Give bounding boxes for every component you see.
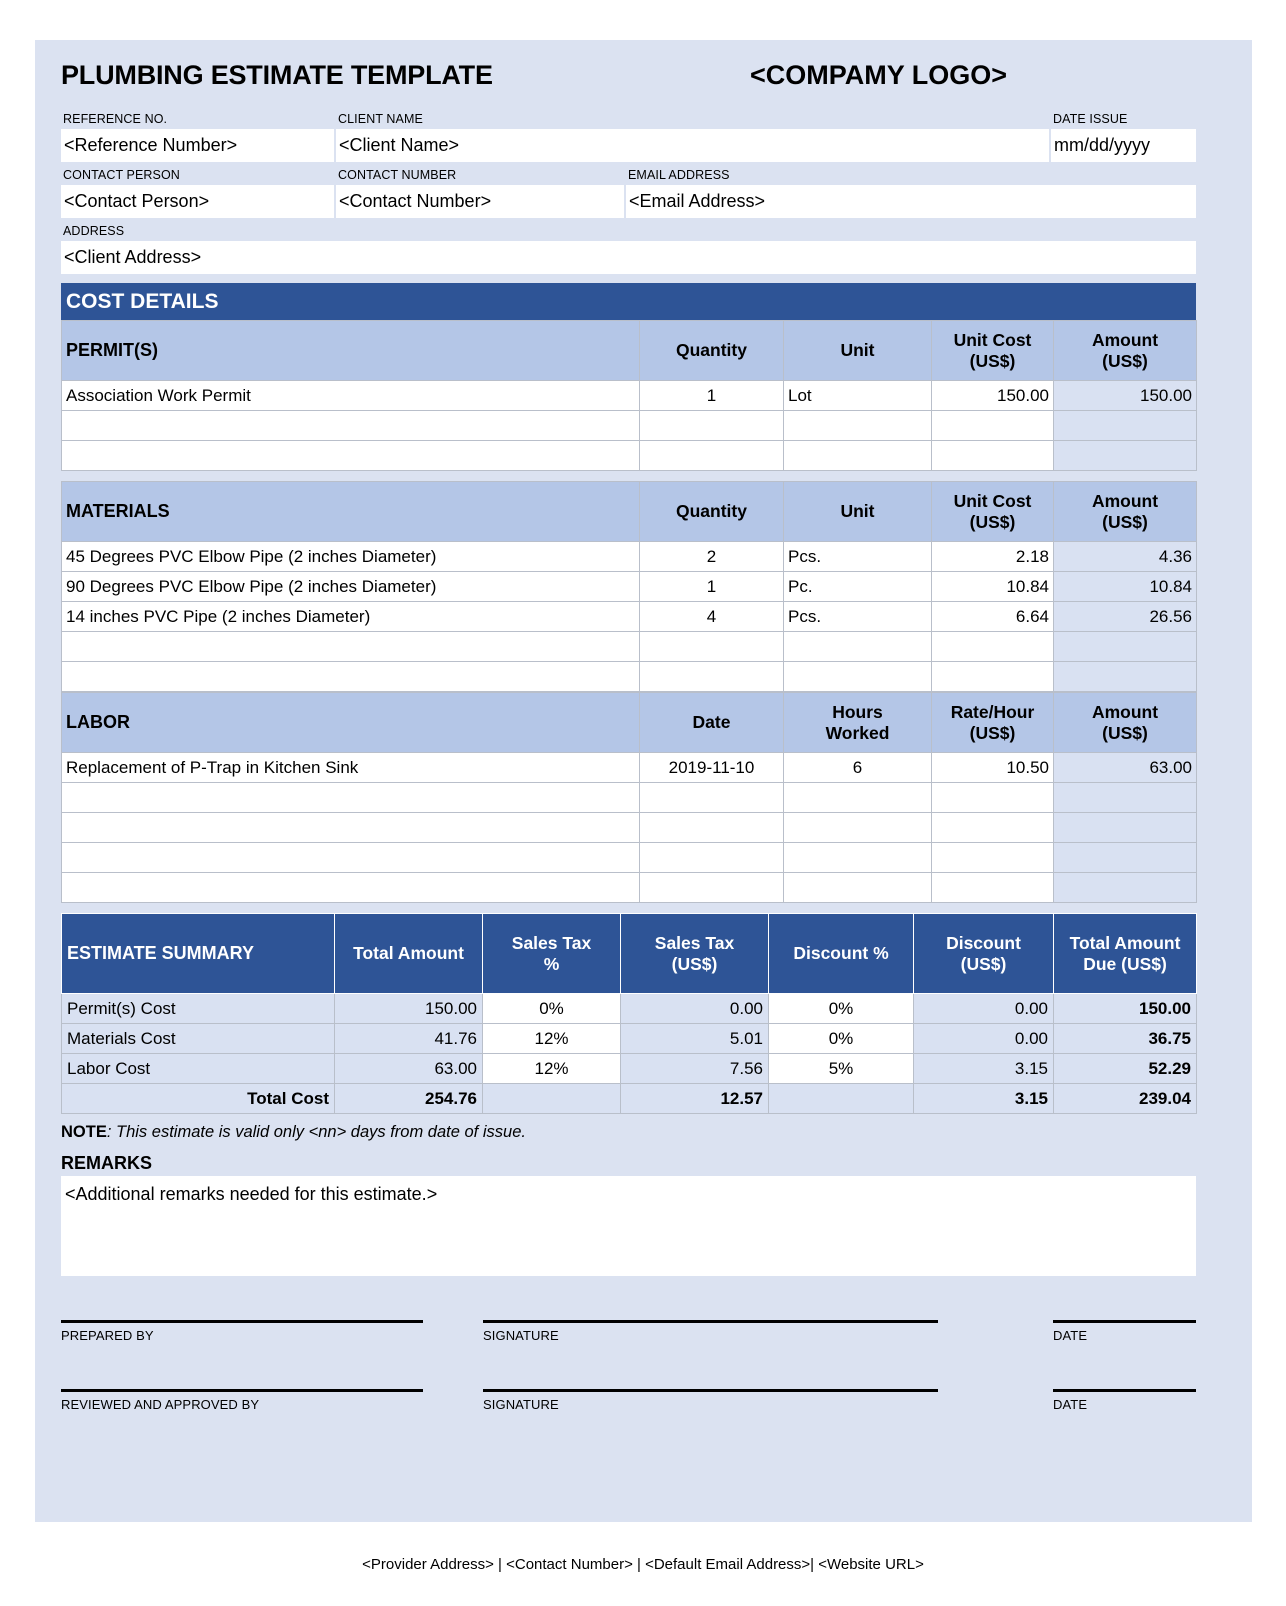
material-description[interactable]: 14 inches PVC Pipe (2 inches Diameter) [62,602,640,632]
summary-row-total-due: 36.75 [1054,1024,1197,1054]
total-cost-label: Total Cost [62,1084,335,1114]
permit-unit-cost[interactable] [932,441,1054,471]
summary-row-tax-pct[interactable]: 12% [483,1024,621,1054]
summary-col-sales-tax-pct [483,914,621,994]
summary-row-discount-pct[interactable]: 0% [769,994,914,1024]
materials-col-unit-cost [932,482,1054,542]
signature-block-reviewed [61,1389,1196,1414]
summary-col-total-amount: Total Amount [335,914,483,994]
materials-col-amount-line2: (US$) [1102,511,1148,532]
table-row[interactable] [62,843,1197,873]
date-2-column [1053,1389,1196,1414]
summary-section-label: ESTIMATE SUMMARY [62,914,335,994]
material-unit[interactable] [784,632,932,662]
reviewed-by-line [61,1389,423,1392]
labor-rate[interactable] [932,783,1054,813]
table-row[interactable] [62,753,1197,783]
page-title: PLUMBING ESTIMATE TEMPLATE [61,59,493,90]
prepared-by-line [61,1320,423,1323]
labor-amount [1054,813,1197,843]
permit-unit-cost[interactable] [932,411,1054,441]
labor-col-rate-line2: (US$) [969,722,1016,743]
labor-hours[interactable] [784,843,932,873]
labor-amount [1054,783,1197,813]
contact-person-label: CONTACT PERSON [63,168,180,182]
material-quantity[interactable]: 1 [640,572,784,602]
summary-col-total-due [1054,914,1197,994]
material-description[interactable] [62,662,640,692]
summary-row-total-due: 150.00 [1054,994,1197,1024]
labor-col-rate [932,693,1054,753]
materials-col-unit-cost-line2: (US$) [969,511,1016,532]
total-cost-discount-pct [769,1084,914,1114]
material-description[interactable]: 90 Degrees PVC Elbow Pipe (2 inches Diameter) [62,572,640,602]
materials-table [61,481,1197,692]
permits-col-unit-cost-line1: Unit Cost [953,329,1032,350]
summary-row-label: Labor Cost [62,1054,335,1084]
remarks-input[interactable]: <Additional remarks needed for this estimate.> [61,1176,1196,1276]
summary-total-row [62,1084,1197,1114]
summary-col-total-due-line2: Due (US$) [1083,953,1167,974]
contact-number-label: CONTACT NUMBER [338,168,457,182]
material-unit-cost[interactable] [932,632,1054,662]
reviewed-by-column [61,1389,423,1414]
labor-col-hours-line2: Worked [825,722,890,743]
header-row-1-labels [61,110,1196,129]
labor-description[interactable] [62,873,640,903]
summary-row-total-due: 52.29 [1054,1054,1197,1084]
material-quantity[interactable] [640,632,784,662]
date-1-line [1053,1320,1196,1323]
table-row[interactable] [62,662,1197,692]
permits-col-amount [1054,321,1197,381]
labor-date[interactable] [640,843,784,873]
address-label: ADDRESS [63,224,125,238]
labor-amount [1054,843,1197,873]
email-address-label: EMAIL ADDRESS [628,168,730,182]
permit-quantity[interactable] [640,441,784,471]
prepared-by-label: PREPARED BY [61,1328,154,1343]
permit-unit[interactable] [784,411,932,441]
date-1-label: DATE [1053,1328,1088,1343]
labor-rate[interactable] [932,873,1054,903]
labor-description[interactable] [62,813,640,843]
summary-row-tax-pct[interactable]: 12% [483,1054,621,1084]
total-cost-due: 239.04 [1054,1084,1197,1114]
total-cost-tax-usd: 12.57 [621,1084,769,1114]
labor-col-hours-line1: Hours [832,701,883,722]
signature-1-column [483,1320,938,1345]
materials-col-unit: Unit [784,482,932,542]
estimate-document-page [35,40,1252,1522]
permit-amount [1054,441,1197,471]
materials-col-amount [1054,482,1197,542]
material-unit-cost[interactable]: 6.64 [932,602,1054,632]
material-unit-cost[interactable]: 2.18 [932,542,1054,572]
reviewed-by-label: REVIEWED AND APPROVED BY [61,1397,260,1412]
estimate-summary-table [61,913,1197,1114]
material-unit[interactable]: Pcs. [784,542,932,572]
header-row-2-fields [61,185,1196,218]
table-row[interactable] [62,542,1197,572]
material-unit[interactable]: Pcs. [784,602,932,632]
material-unit[interactable] [784,662,932,692]
permit-quantity[interactable]: 1 [640,381,784,411]
summary-col-sales-tax-usd-line1: Sales Tax [654,932,735,953]
material-unit-cost[interactable] [932,662,1054,692]
labor-col-date: Date [640,693,784,753]
reference-no-label: REFERENCE NO. [63,112,168,126]
header-row-3-fields [61,241,1196,274]
labor-rate[interactable] [932,843,1054,873]
labor-date[interactable] [640,783,784,813]
note-text: : This estimate is valid only <nn> days from date of issue. [106,1123,526,1141]
summary-row-total: 150.00 [335,994,483,1024]
contact-person-input[interactable]: <Contact Person> [61,185,336,218]
reference-no-input[interactable]: <Reference Number> [61,129,336,162]
permits-col-unit-cost-line2: (US$) [969,350,1016,371]
page-footer: <Provider Address> | <Contact Number> | <Default Email Address>| <Website URL> [362,1556,924,1573]
cost-details-banner: COST DETAILS [61,283,1196,320]
summary-col-sales-tax-pct-line2: % [543,953,560,974]
material-quantity[interactable] [640,662,784,692]
permits-col-unit-cost [932,321,1054,381]
table-row [62,1024,1197,1054]
table-row[interactable] [62,572,1197,602]
table-row[interactable] [62,783,1197,813]
summary-row-total: 63.00 [335,1054,483,1084]
labor-col-amount [1054,693,1197,753]
labor-section-label: LABOR [62,693,640,753]
header-row-2-labels [61,166,1196,185]
labor-table [61,692,1197,903]
labor-description[interactable] [62,843,640,873]
signature-block-prepared [61,1320,1196,1345]
note-prefix: NOTE [61,1123,107,1141]
material-amount: 26.56 [1054,602,1197,632]
summary-row-discount-pct[interactable]: 5% [769,1054,914,1084]
table-row[interactable] [62,632,1197,662]
date-1-column [1053,1320,1196,1345]
labor-description[interactable] [62,783,640,813]
material-amount: 10.84 [1054,572,1197,602]
summary-col-sales-tax-usd [621,914,769,994]
material-amount: 4.36 [1054,542,1197,572]
summary-row-discount-pct[interactable]: 0% [769,1024,914,1054]
header-row-3-labels [61,222,1196,241]
material-description[interactable] [62,632,640,662]
permits-col-unit: Unit [784,321,932,381]
permit-quantity[interactable] [640,411,784,441]
labor-col-amount-line1: Amount [1091,701,1159,722]
signature-2-line [483,1389,938,1392]
summary-header-row [62,914,1197,994]
permits-section-label: PERMIT(S) [62,321,640,381]
labor-rate[interactable]: 10.50 [932,753,1054,783]
labor-description[interactable]: Replacement of P-Trap in Kitchen Sink [62,753,640,783]
summary-row-label: Permit(s) Cost [62,994,335,1024]
labor-hours[interactable]: 6 [784,753,932,783]
table-row[interactable] [62,411,1197,441]
table-row[interactable] [62,873,1197,903]
materials-col-amount-line1: Amount [1091,490,1159,511]
signature-2-column [483,1389,938,1414]
labor-col-rate-line1: Rate/Hour [950,701,1035,722]
labor-col-hours [784,693,932,753]
summary-row-discount-usd: 3.15 [914,1054,1054,1084]
summary-row-discount-usd: 0.00 [914,1024,1054,1054]
labor-date[interactable] [640,873,784,903]
summary-row-tax-usd: 5.01 [621,1024,769,1054]
date-2-label: DATE [1053,1397,1088,1412]
permit-unit[interactable] [784,441,932,471]
labor-hours[interactable] [784,873,932,903]
company-logo-placeholder: <COMPAMY LOGO> [749,59,1008,90]
client-address-input[interactable]: <Client Address> [61,241,1196,274]
material-description[interactable]: 45 Degrees PVC Elbow Pipe (2 inches Diameter) [62,542,640,572]
labor-date[interactable]: 2019-11-10 [640,753,784,783]
table-row [62,1054,1197,1084]
table-row[interactable] [62,602,1197,632]
client-name-label: CLIENT NAME [338,112,423,126]
permit-amount [1054,411,1197,441]
materials-section-label: MATERIALS [62,482,640,542]
summary-col-discount-usd [914,914,1054,994]
labor-hours[interactable] [784,783,932,813]
permit-description[interactable] [62,441,640,471]
summary-col-sales-tax-usd-line2: (US$) [671,953,718,974]
material-amount [1054,662,1197,692]
permit-description[interactable] [62,411,640,441]
labor-hours[interactable] [784,813,932,843]
total-cost-amount: 254.76 [335,1084,483,1114]
permits-col-quantity: Quantity [640,321,784,381]
signature-1-line [483,1320,938,1323]
labor-date[interactable] [640,813,784,843]
permit-unit-cost[interactable]: 150.00 [932,381,1054,411]
labor-rate[interactable] [932,813,1054,843]
material-unit-cost[interactable]: 10.84 [932,572,1054,602]
prepared-by-column [61,1320,423,1345]
permits-col-amount-line1: Amount [1091,329,1159,350]
table-row[interactable] [62,441,1197,471]
material-amount [1054,632,1197,662]
summary-col-sales-tax-pct-line1: Sales Tax [511,932,592,953]
summary-row-total: 41.76 [335,1024,483,1054]
table-row[interactable] [62,381,1197,411]
summary-row-tax-pct[interactable]: 0% [483,994,621,1024]
labor-amount [1054,873,1197,903]
material-unit[interactable]: Pc. [784,572,932,602]
section-spacer [61,471,1196,481]
email-address-input[interactable]: <Email Address> [626,185,1196,218]
labor-amount: 63.00 [1054,753,1197,783]
material-quantity[interactable]: 4 [640,602,784,632]
document-header [61,40,1196,110]
remarks-label: REMARKS [61,1153,153,1173]
materials-header-row [62,482,1197,542]
materials-col-unit-cost-line1: Unit Cost [953,490,1032,511]
table-row [62,994,1197,1024]
labor-col-amount-line2: (US$) [1102,722,1148,743]
validity-note [61,1120,1196,1144]
total-cost-tax-pct [483,1084,621,1114]
materials-col-quantity: Quantity [640,482,784,542]
summary-col-discount-usd-line2: (US$) [960,953,1007,974]
date-issue-label: DATE ISSUE [1053,112,1128,126]
labor-header-row [62,693,1197,753]
date-2-line [1053,1389,1196,1392]
summary-row-discount-usd: 0.00 [914,994,1054,1024]
permits-table [61,320,1197,471]
permit-amount: 150.00 [1054,381,1197,411]
permit-unit[interactable]: Lot [784,381,932,411]
signature-1-label: SIGNATURE [483,1328,559,1343]
summary-row-label: Materials Cost [62,1024,335,1054]
summary-col-discount-usd-line1: Discount [946,932,1021,953]
signature-2-label: SIGNATURE [483,1397,559,1412]
summary-col-total-due-line1: Total Amount [1069,932,1181,953]
summary-row-tax-usd: 0.00 [621,994,769,1024]
summary-col-discount-pct: Discount % [769,914,914,994]
summary-row-tax-usd: 7.56 [621,1054,769,1084]
header-row-1-fields [61,129,1196,162]
date-issue-input[interactable]: mm/dd/yyyy [1051,129,1196,162]
contact-number-input[interactable]: <Contact Number> [336,185,626,218]
table-row[interactable] [62,813,1197,843]
total-cost-discount-usd: 3.15 [914,1084,1054,1114]
permits-header-row [62,321,1197,381]
material-quantity[interactable]: 2 [640,542,784,572]
client-name-input[interactable]: <Client Name> [336,129,1051,162]
permits-col-amount-line2: (US$) [1102,350,1148,371]
permit-description[interactable]: Association Work Permit [62,381,640,411]
